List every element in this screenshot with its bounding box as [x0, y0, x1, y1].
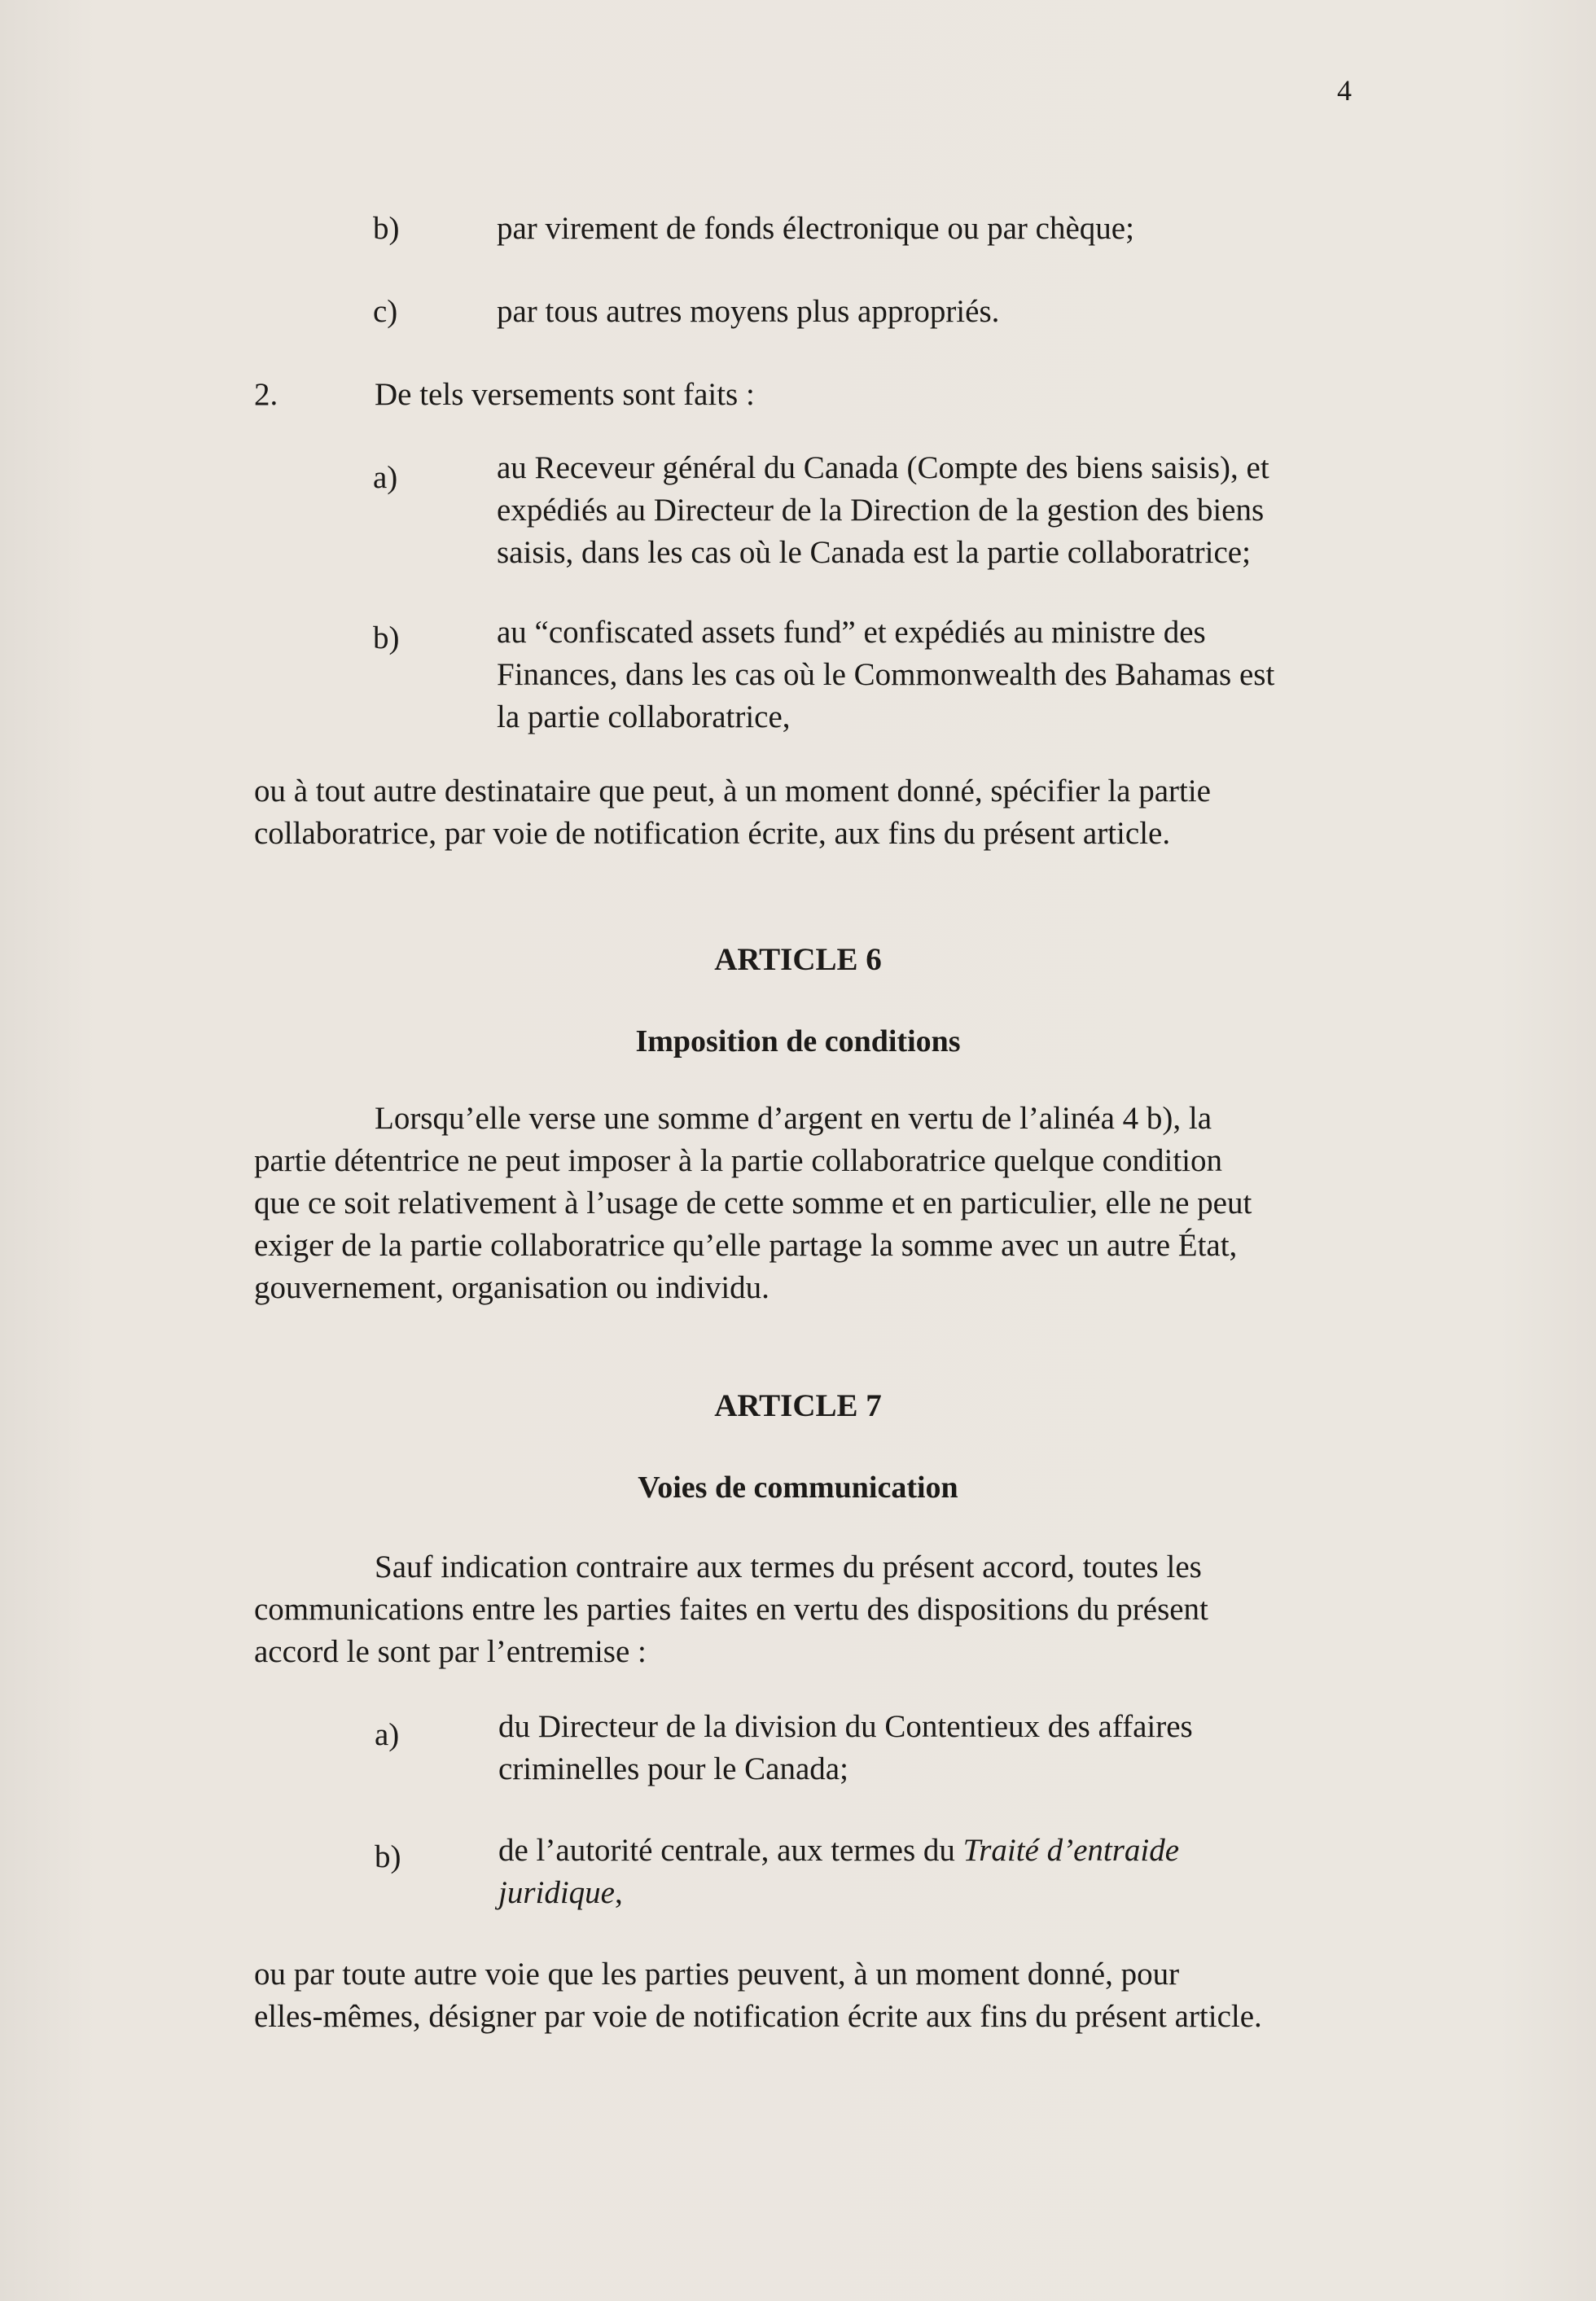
sub-a-line-3: saisis, dans les cas où le Canada est la partie collaboratrice;	[497, 535, 1251, 570]
treaty-title-part-2: juridique	[498, 1875, 615, 1910]
article-7-item-b-line-2	[498, 1871, 623, 1915]
article-7-item-a-label: a)	[375, 1717, 400, 1752]
sub-a-line-2: expédiés au Directeur de la Direction de la gestion des biens	[497, 493, 1265, 528]
article-6-heading: ARTICLE 6	[714, 942, 882, 977]
article-7-intro-line-3: accord le sont par l’entremise :	[254, 1634, 647, 1669]
para2-text: De tels versements sont faits :	[375, 377, 755, 412]
article-6-line-4: exiger de la partie collaboratrice qu’elle partage la somme avec un autre État,	[254, 1228, 1238, 1263]
page-number: 4	[1337, 74, 1352, 107]
closing-line-2: collaboratrice, par voie de notification écrite, aux fins du présent article.	[254, 816, 1171, 851]
item-b-plain-text: de l’autorité centrale, aux termes du	[498, 1833, 963, 1868]
item-c-label: c)	[373, 294, 398, 329]
item-b-label: b)	[373, 211, 400, 246]
sub-b-line-2: Finances, dans les cas où le Commonwealth des Bahamas est	[497, 657, 1275, 692]
article-7-item-a-line-2: criminelles pour le Canada;	[498, 1751, 848, 1786]
article-7-item-b-line-1	[498, 1829, 1179, 1873]
closing-line-1: ou à tout autre destinataire que peut, à un moment donné, spécifier la partie	[254, 774, 1211, 809]
article-6-line-2: partie détentrice ne peut imposer à la partie collaboratrice quelque condition	[254, 1143, 1222, 1178]
sub-a-label: a)	[373, 460, 398, 495]
sub-b-line-1: au “confiscated assets fund” et expédiés au ministre des	[497, 615, 1206, 650]
item-b-text: par virement de fonds électronique ou par chèque;	[497, 211, 1134, 246]
para2-number: 2.	[254, 377, 278, 412]
item-c-text: par tous autres moyens plus appropriés.	[497, 294, 1000, 329]
sub-b-label: b)	[373, 620, 400, 655]
article-7-intro-line-2: communications entre les parties faites en vertu des dispositions du présent	[254, 1592, 1208, 1627]
article-7-intro-line-1: Sauf indication contraire aux termes du présent accord, toutes les	[375, 1549, 1202, 1584]
article-7-heading: ARTICLE 7	[714, 1388, 882, 1423]
sub-a-line-1: au Receveur général du Canada (Compte des biens saisis), et	[497, 450, 1269, 485]
article-6-title: Imposition de conditions	[635, 1024, 961, 1058]
article-7-title: Voies de communication	[638, 1470, 958, 1505]
article-7-item-b-label: b)	[375, 1839, 401, 1874]
article-6-line-5: gouvernement, organisation ou individu.	[254, 1270, 770, 1305]
article-6-line-3: que ce soit relativement à l’usage de cette somme et en particulier, elle ne peut	[254, 1186, 1252, 1221]
article-7-closing-line-2: elles-mêmes, désigner par voie de notification écrite aux fins du présent article.	[254, 1999, 1262, 2034]
article-7-closing-line-1: ou par toute autre voie que les parties peuvent, à un moment donné, pour	[254, 1957, 1180, 1992]
article-6-line-1: Lorsqu’elle verse une somme d’argent en vertu de l’alinéa 4 b), la	[375, 1101, 1212, 1136]
sub-b-line-3: la partie collaboratrice,	[497, 699, 791, 734]
article-7-item-a-line-1: du Directeur de la division du Contentieux des affaires	[498, 1709, 1193, 1744]
item-b-end-punct: ,	[615, 1875, 623, 1910]
treaty-title-part-1: Traité d’entraide	[962, 1833, 1180, 1868]
